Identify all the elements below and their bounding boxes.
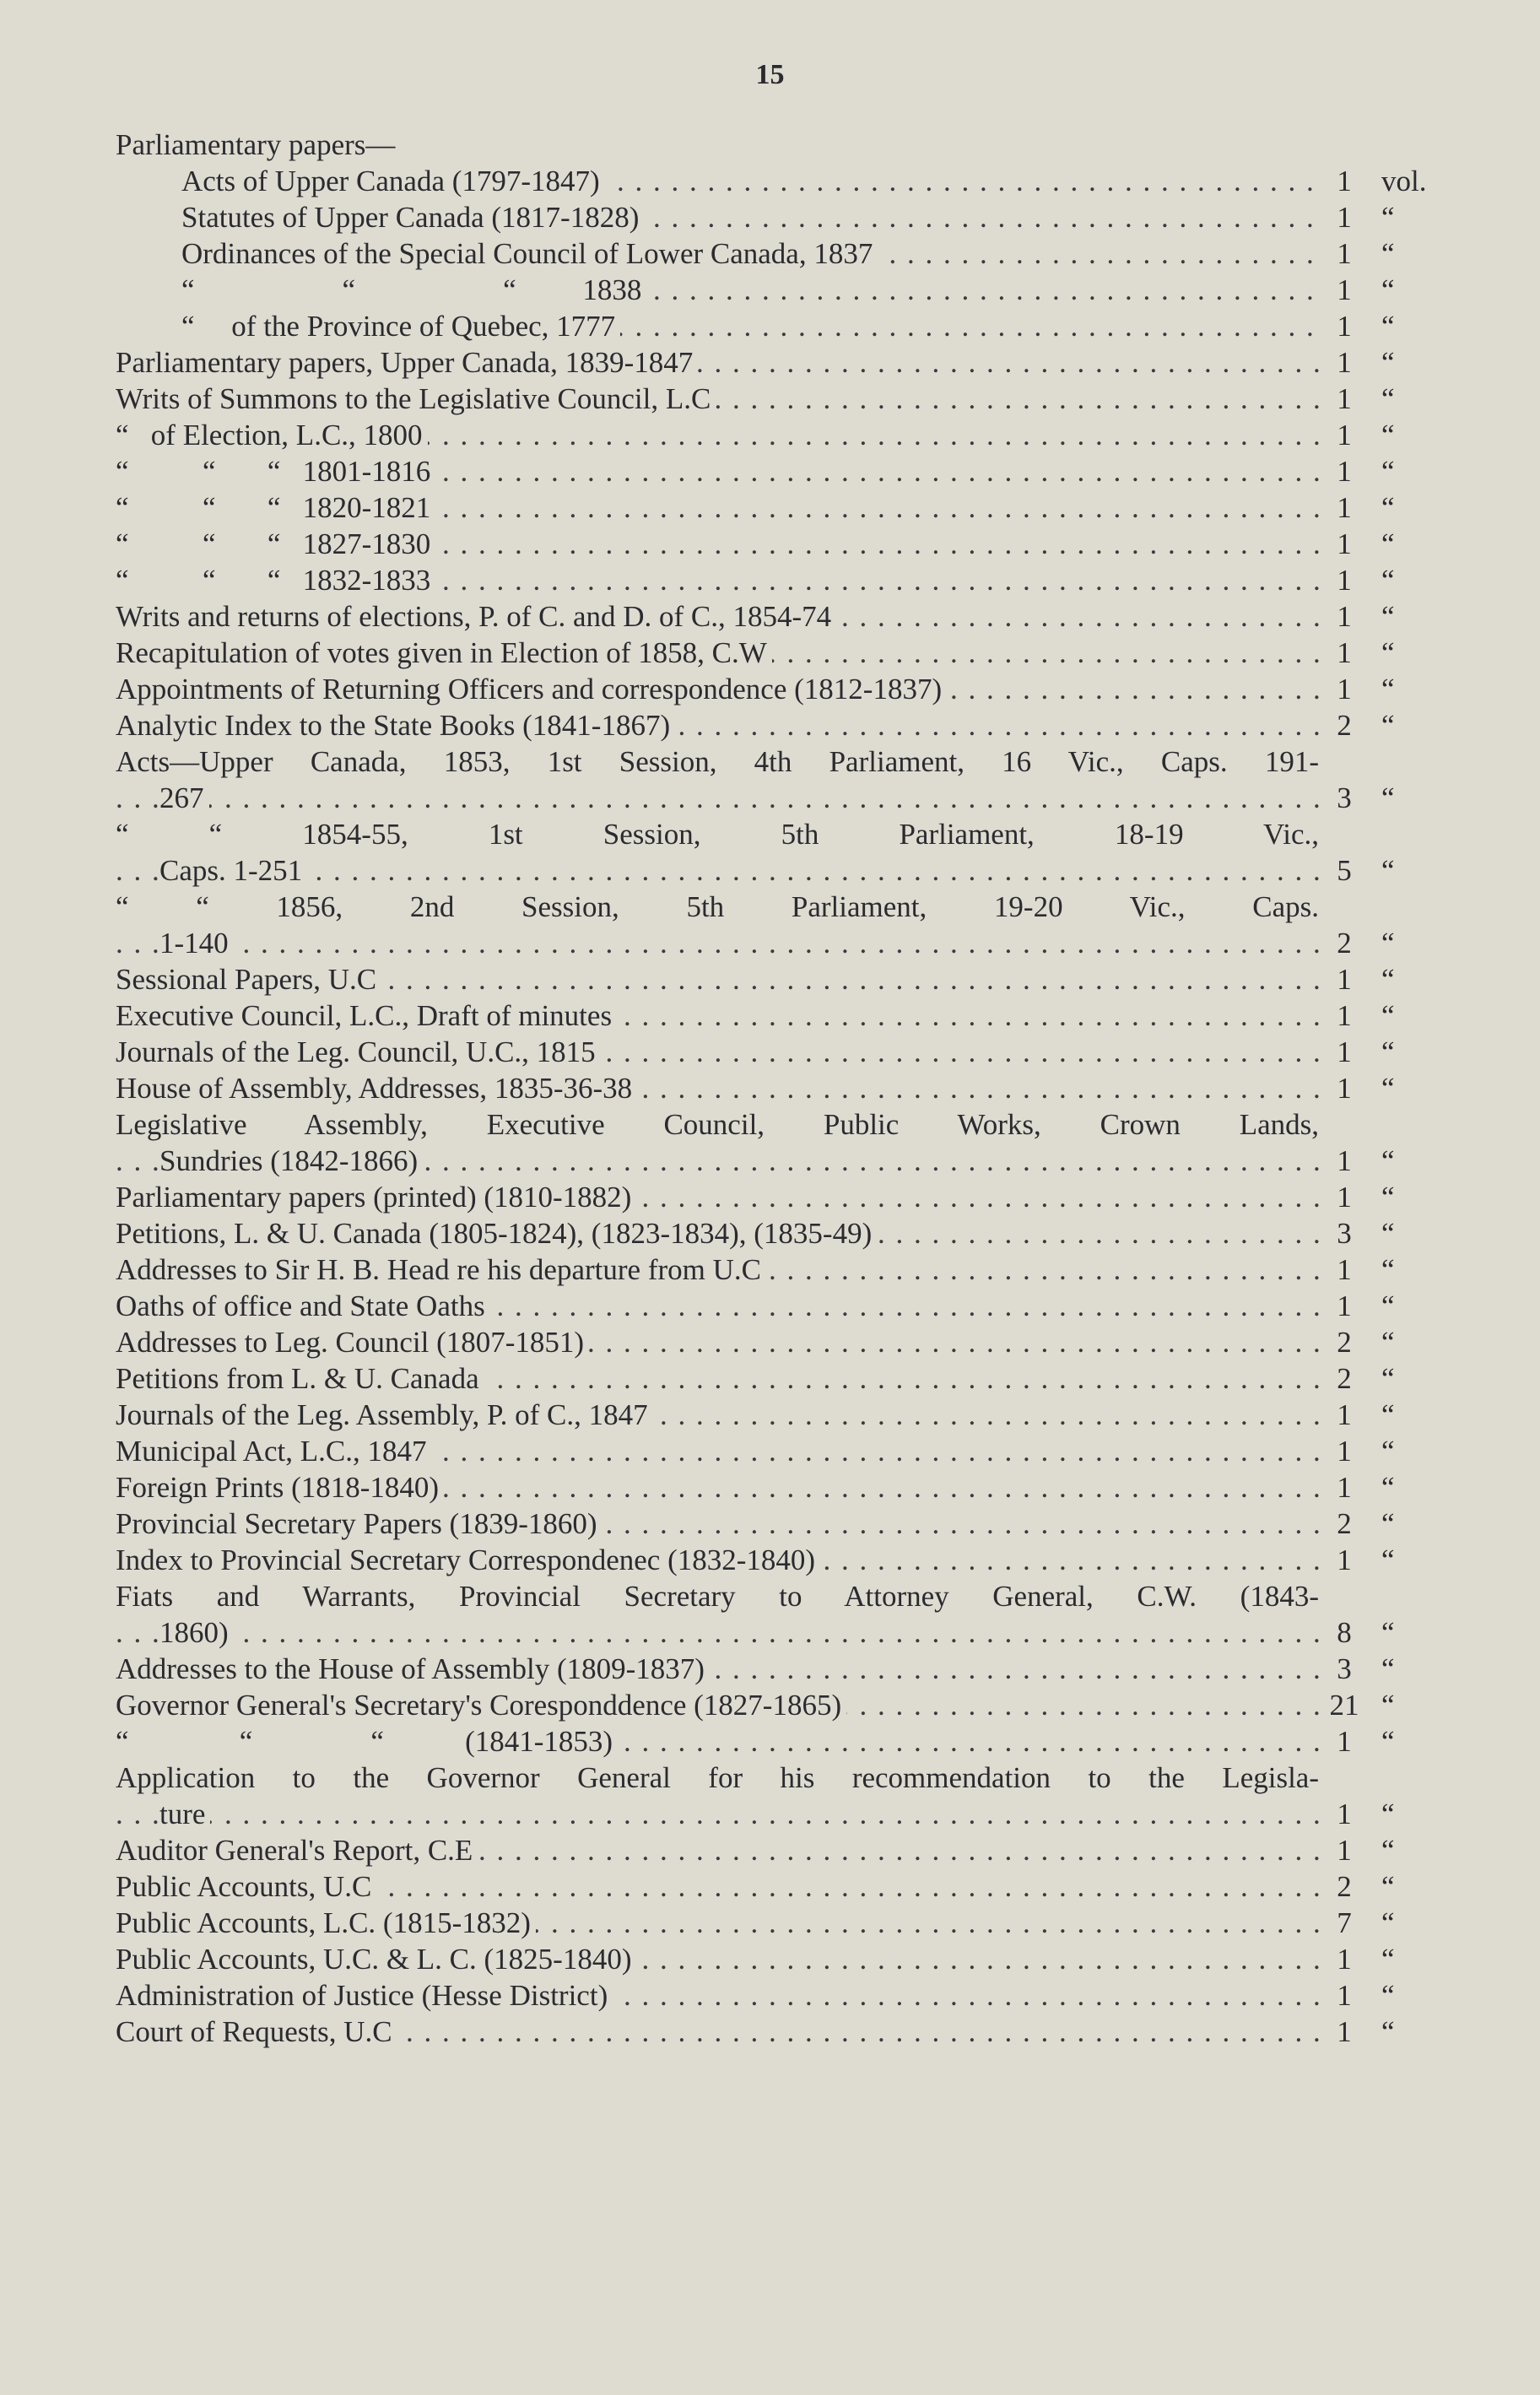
entry-title (116, 635, 1319, 671)
entry-title-text: Acts of Upper Canada (1797-1847) (181, 165, 605, 197)
entry-title (181, 163, 1319, 199)
volume-unit: “ (1381, 382, 1395, 415)
volume-count: 1 (1337, 1544, 1352, 1576)
volume-count: 1 (1337, 346, 1352, 379)
page-number: 15 (755, 59, 785, 90)
entry-title-text: Municipal Act, L.C., 1847 (116, 1435, 431, 1468)
list-item (116, 163, 1449, 199)
entry-title (116, 1252, 1319, 1288)
volume-unit: “ (1381, 455, 1395, 488)
entry-title (116, 453, 1319, 489)
volume-unit: “ (1381, 1326, 1395, 1359)
volume-count: 1 (1337, 491, 1352, 524)
entry-title-continuation: 1860) (159, 1616, 234, 1649)
volume-unit: “ (1381, 1906, 1395, 1939)
list-item (116, 1651, 1449, 1687)
entry-title-text: Foreign Prints (1818-1840) (116, 1471, 444, 1504)
volume-unit: “ (1381, 491, 1395, 524)
entry-title (116, 1324, 1319, 1360)
volume-count: 1 (1337, 165, 1352, 197)
entry-title-text: Governor General's Secretary's Coresponddence (1827-1865) (116, 1689, 846, 1722)
entry-title-text: “ “ “ (1841-1853) (116, 1725, 618, 1758)
list-item (116, 344, 1449, 381)
entry-title (116, 417, 1319, 453)
list-item (116, 199, 1449, 235)
volume-count: 1 (1337, 382, 1352, 415)
entry-title-line: Legislative Assembly, Executive Council, Public Works, Crown Lands, (116, 1108, 1319, 1141)
volume-unit: “ (1381, 201, 1395, 234)
list-item (116, 489, 1449, 526)
list-item (116, 743, 1449, 816)
entry-title (116, 1687, 1319, 1723)
volume-unit: “ (1381, 1798, 1395, 1830)
entry-title-text: “ of the Province of Quebec, 1777 (181, 310, 620, 343)
list-item (116, 1905, 1449, 1941)
entry-title-text: Public Accounts, U.C. & L. C. (1825-1840) (116, 1943, 637, 1976)
entry-title-continuation: 267 (159, 781, 209, 814)
volume-count: 1 (1337, 310, 1352, 343)
entry-title-text: Journals of the Leg. Assembly, P. of C., 1847 (116, 1398, 653, 1431)
entry-title (116, 1832, 1319, 1868)
volume-unit: “ (1381, 1507, 1395, 1540)
list-item (116, 635, 1449, 671)
entry-title (116, 562, 1319, 598)
list-item (116, 707, 1449, 743)
list-item (116, 1832, 1449, 1868)
list-item (116, 235, 1449, 272)
entry-title (116, 1578, 1319, 1651)
entry-title (116, 598, 1319, 635)
entry-title-text: Public Accounts, L.C. (1815-1832) (116, 1906, 536, 1939)
entry-title-text: Appointments of Returning Officers and correspondence (1812-1837) (116, 673, 947, 706)
volume-count: 1 (1337, 1253, 1352, 1286)
entry-title (116, 961, 1319, 997)
volume-count: 21 (1329, 1689, 1359, 1722)
volume-count: 3 (1337, 1217, 1352, 1250)
entry-title (116, 526, 1319, 562)
volume-count: 1 (1337, 1035, 1352, 1068)
entry-title-continuation: Caps. 1-251 (159, 854, 307, 887)
list-item (116, 417, 1449, 453)
list-item (116, 453, 1449, 489)
list-item (116, 1760, 1449, 1832)
volume-unit: “ (1381, 1072, 1395, 1105)
entry-title (116, 1288, 1319, 1324)
entry-title-text: Court of Requests, U.C (116, 2015, 397, 2048)
volume-count: 1 (1337, 1725, 1352, 1758)
entry-title-text: Writs of Summons to the Legislative Council, L.C (116, 382, 716, 415)
entry-title-text: “ “ “ 1838 (181, 273, 646, 306)
list-item (116, 1034, 1449, 1070)
list-item (116, 1397, 1449, 1433)
section-heading: Parliamentary papers— (116, 128, 396, 161)
volume-count: 1 (1337, 1398, 1352, 1431)
entry-title-text: Statutes of Upper Canada (1817-1828) (181, 201, 644, 234)
entry-title-line: “ “ 1856, 2nd Session, 5th Parliament, 19-20 Vic., Caps. (116, 890, 1319, 923)
volume-count: 1 (1337, 963, 1352, 996)
volume-unit: “ (1381, 346, 1395, 379)
volume-unit: “ (1381, 600, 1395, 633)
volume-unit: “ (1381, 2015, 1395, 2048)
entry-title (116, 1070, 1319, 1106)
volume-count: 3 (1337, 781, 1352, 814)
volume-count: 5 (1337, 854, 1352, 887)
entry-title (116, 707, 1319, 743)
entry-title-continuation: ture (159, 1798, 210, 1830)
list-item (116, 1215, 1449, 1252)
volume-unit: “ (1381, 1289, 1395, 1322)
volume-count: 1 (1337, 2015, 1352, 2048)
entry-title-text: “ “ “ 1801-1816 (116, 455, 435, 488)
list-item (116, 526, 1449, 562)
entry-title (116, 1106, 1319, 1179)
volume-unit: “ (1381, 1144, 1395, 1177)
volume-unit: “ (1381, 1616, 1395, 1649)
list-item (116, 1868, 1449, 1905)
volume-unit: “ (1381, 1253, 1395, 1286)
entry-title-text: House of Assembly, Addresses, 1835-36-38 (116, 1072, 637, 1105)
entry-title-text: Executive Council, L.C., Draft of minutes (116, 999, 617, 1032)
volume-count: 1 (1337, 1471, 1352, 1504)
entry-title (116, 1433, 1319, 1469)
volume-unit: “ (1381, 1035, 1395, 1068)
entry-title (116, 1542, 1319, 1578)
entry-title-text: Addresses to Leg. Council (1807-1851) (116, 1326, 589, 1359)
entry-title-text: Oaths of office and State Oaths (116, 1289, 490, 1322)
volume-count: 1 (1337, 273, 1352, 306)
volume-unit: “ (1381, 1435, 1395, 1468)
entry-title (116, 1723, 1319, 1760)
list-item (116, 1288, 1449, 1324)
entry-title (181, 272, 1319, 308)
entry-title (116, 1868, 1319, 1905)
entry-title (116, 381, 1319, 417)
entry-title-line: Acts—Upper Canada, 1853, 1st Session, 4th Parliament, 16 Vic., Caps. 191- (116, 745, 1319, 778)
volume-unit: “ (1381, 1689, 1395, 1722)
list-item (116, 671, 1449, 707)
entry-title (116, 1397, 1319, 1433)
entry-title-text: Parliamentary papers, Upper Canada, 1839-1847 (116, 346, 698, 379)
entry-title (116, 1179, 1319, 1215)
entry-title (181, 199, 1319, 235)
entry-title (116, 1651, 1319, 1687)
entry-title-text: Index to Provincial Secretary Correspondenec (1832-1840) (116, 1544, 820, 1576)
list-item (116, 1542, 1449, 1578)
volume-unit: “ (1381, 1943, 1395, 1976)
volume-count: 2 (1337, 709, 1352, 742)
list-item (116, 1506, 1449, 1542)
list-item (116, 1469, 1449, 1506)
entry-title (116, 1977, 1319, 2014)
volume-count: 2 (1337, 1326, 1352, 1359)
volume-unit: “ (1381, 273, 1395, 306)
entry-title-text: Public Accounts, U.C (116, 1870, 376, 1903)
volume-count: 3 (1337, 1652, 1352, 1685)
entry-title (116, 1905, 1319, 1941)
entry-title-text: “ “ “ 1820-1821 (116, 491, 435, 524)
entry-title (116, 997, 1319, 1034)
list-item (116, 1106, 1449, 1179)
list-item (116, 816, 1449, 889)
volume-count: 1 (1337, 1798, 1352, 1830)
volume-count: 1 (1337, 1979, 1352, 2012)
volume-count: 1 (1337, 600, 1352, 633)
volume-unit: “ (1381, 636, 1395, 669)
volume-unit: “ (1381, 1834, 1395, 1867)
entry-title (116, 743, 1319, 816)
list-item (116, 272, 1449, 308)
volume-count: 1 (1337, 1435, 1352, 1468)
entry-title (116, 671, 1319, 707)
entry-title-text: Auditor General's Report, C.E (116, 1834, 478, 1867)
volume-unit: “ (1381, 1398, 1395, 1431)
volume-count: 1 (1337, 673, 1352, 706)
list-item (116, 308, 1449, 344)
volume-count: 1 (1337, 1144, 1352, 1177)
volume-unit: “ (1381, 1870, 1395, 1903)
volume-unit: “ (1381, 781, 1395, 814)
entry-title (116, 889, 1319, 961)
list-item (116, 997, 1449, 1034)
list-item (116, 889, 1449, 961)
volume-count: 2 (1337, 927, 1352, 960)
list-item (116, 1687, 1449, 1723)
volume-unit: “ (1381, 1181, 1395, 1214)
volume-count: 1 (1337, 1834, 1352, 1867)
volume-count: 2 (1337, 1362, 1352, 1395)
entry-title-text: Petitions from L. & U. Canada (116, 1362, 484, 1395)
entry-title-line: Fiats and Warrants, Provincial Secretary to Attorney General, C.W. (1843- (116, 1580, 1319, 1613)
volume-unit: “ (1381, 1725, 1395, 1758)
volume-count: 2 (1337, 1870, 1352, 1903)
list-item (116, 1252, 1449, 1288)
entry-title-text: Ordinances of the Special Council of Lower Canada, 1837 (181, 237, 878, 270)
volume-count: 1 (1337, 419, 1352, 451)
volume-unit: “ (1381, 854, 1395, 887)
volume-unit: “ (1381, 419, 1395, 451)
volume-unit: “ (1381, 564, 1395, 597)
volume-unit: “ (1381, 527, 1395, 560)
entry-title (116, 1469, 1319, 1506)
volume-count: 7 (1337, 1906, 1352, 1939)
volume-unit: “ (1381, 927, 1395, 960)
volume-unit: “ (1381, 1471, 1395, 1504)
entry-title (116, 1941, 1319, 1977)
volume-unit: “ (1381, 709, 1395, 742)
entry-title-text: Parliamentary papers (printed) (1810-1882) (116, 1181, 636, 1214)
volume-unit: “ (1381, 1652, 1395, 1685)
volume-count: 1 (1337, 1289, 1352, 1322)
list-item (116, 1324, 1449, 1360)
list-item (116, 1360, 1449, 1397)
volume-count: 1 (1337, 1943, 1352, 1976)
entry-title-text: “ “ “ 1832-1833 (116, 564, 435, 597)
list-item (116, 598, 1449, 635)
entry-title-text: Administration of Justice (Hesse District) (116, 1979, 613, 2012)
entry-title (116, 1760, 1319, 1832)
volume-unit: “ (1381, 1544, 1395, 1576)
list-item (116, 562, 1449, 598)
volume-unit: “ (1381, 310, 1395, 343)
entry-title (116, 1034, 1319, 1070)
entry-title (116, 2014, 1319, 2050)
list-item (116, 381, 1449, 417)
entry-title (116, 1360, 1319, 1397)
volume-unit: “ (1381, 963, 1395, 996)
entry-title-continuation: Sundries (1842-1866) (159, 1144, 423, 1177)
entry-title-text: “ of Election, L.C., 1800 (116, 419, 428, 451)
entry-title (181, 308, 1319, 344)
entry-title (181, 235, 1319, 272)
list-item (116, 1433, 1449, 1469)
list-item (116, 1070, 1449, 1106)
entry-title-text: Recapitulation of votes given in Election of 1858, C.W (116, 636, 772, 669)
entry-title-continuation: 1-140 (159, 927, 234, 960)
volume-count: 8 (1337, 1616, 1352, 1649)
entry-title-text: Writs and returns of elections, P. of C. and D. of C., 1854-74 (116, 600, 836, 633)
volume-count: 1 (1337, 636, 1352, 669)
volume-count: 1 (1337, 564, 1352, 597)
list-item (116, 1941, 1449, 1977)
list-item (116, 961, 1449, 997)
entry-title (116, 344, 1319, 381)
inventory-list (116, 127, 1449, 2050)
list-item (116, 1977, 1449, 2014)
volume-count: 1 (1337, 999, 1352, 1032)
entry-title-text: Addresses to Sir H. B. Head re his departure from U.C (116, 1253, 766, 1286)
entry-title (116, 816, 1319, 889)
entry-title-text: “ “ “ 1827-1830 (116, 527, 435, 560)
entry-title-text: Addresses to the House of Assembly (1809-1837) (116, 1652, 710, 1685)
volume-unit: “ (1381, 673, 1395, 706)
volume-unit: “ (1381, 237, 1395, 270)
list-item (116, 1723, 1449, 1760)
entry-title-text: Provincial Secretary Papers (1839-1860) (116, 1507, 602, 1540)
volume-unit: “ (1381, 1979, 1395, 2012)
entry-title-line: “ “ 1854-55, 1st Session, 5th Parliament, 18-19 Vic., (116, 818, 1319, 851)
volume-count: 1 (1337, 1181, 1352, 1214)
entry-title-line: Application to the Governor General for his recommendation to the Legisla- (116, 1761, 1319, 1794)
volume-count: 1 (1337, 237, 1352, 270)
volume-count: 2 (1337, 1507, 1352, 1540)
volume-count: 1 (1337, 527, 1352, 560)
volume-unit: “ (1381, 999, 1395, 1032)
volume-unit: vol. (1381, 165, 1427, 197)
volume-unit: “ (1381, 1362, 1395, 1395)
entry-title (116, 489, 1319, 526)
volume-unit: “ (1381, 1217, 1395, 1250)
entry-title-text: Petitions, L. & U. Canada (1805-1824), (1823-1834), (1835-49) (116, 1217, 877, 1250)
entry-title (116, 1215, 1319, 1252)
entry-title-text: Analytic Index to the State Books (1841-1867) (116, 709, 675, 742)
volume-count: 1 (1337, 455, 1352, 488)
entry-title-text: Journals of the Leg. Council, U.C., 1815 (116, 1035, 601, 1068)
volume-count: 1 (1337, 1072, 1352, 1105)
list-item (116, 1578, 1449, 1651)
entry-title-text: Sessional Papers, U.C (116, 963, 381, 996)
entry-title (116, 1506, 1319, 1542)
list-item (116, 2014, 1449, 2050)
list-item (116, 1179, 1449, 1215)
volume-count: 1 (1337, 201, 1352, 234)
